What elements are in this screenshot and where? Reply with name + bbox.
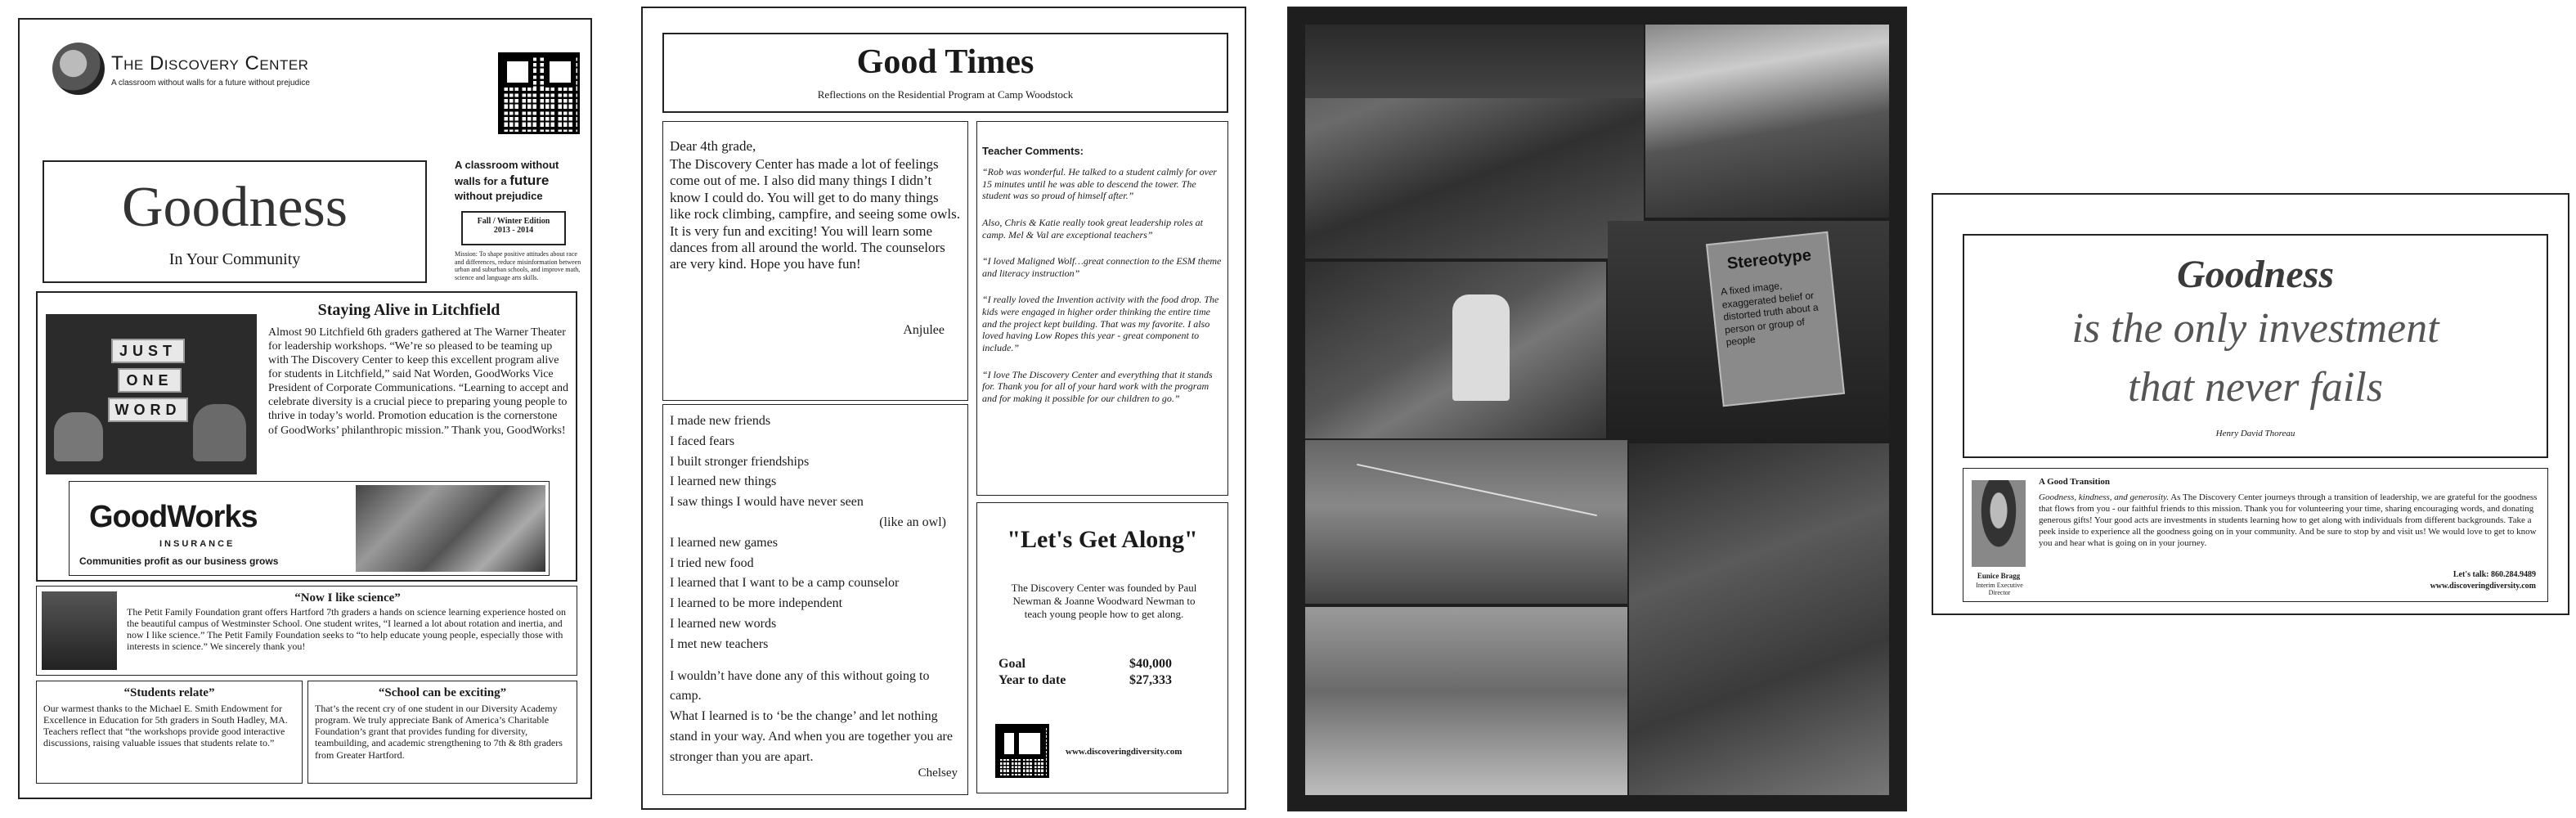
- goodworks-ad: [69, 481, 550, 576]
- teacher-comment: “I really loved the Invention activity with the food drop. The kids were engaged in higher order thinking the entire time and the project kept building. That was my favorite. I also loved having Low Ropes this year - great component to include.”: [982, 294, 1219, 353]
- quote-attribution: Henry David Thoreau: [2215, 429, 2296, 438]
- article-exciting-body: That’s the recent cry of one student in our Diversity Academy program. We truly appreciate Bank of America’s Charitable Foundation’s grant that provides funding for diversity, teambuilding, and academic strengthening to 7th & 8th graders from Greater Hartford.: [315, 703, 563, 761]
- ytd-label: Year to date: [999, 673, 1066, 687]
- word-tile-one: ONE: [118, 368, 182, 393]
- tagline-line1: A classroom without: [455, 159, 559, 171]
- list-item: I learned to be more independent: [670, 596, 843, 611]
- letter-body: The Discovery Center has made a lot of feelings come out of me. I also did many things I didn’t know I could do. You will get to do many things like rock climbing, campfire, and seeing some owls. It is very fun and exciting! You will learn some dances from all around the world. The counselors are very kind. Hope you have fun!: [670, 156, 961, 272]
- article-exciting: [307, 681, 577, 784]
- teacher-comment: “Rob was wonderful. He talked to a student calmly for over 15 minutes until he was able to descend the tower. The student was so proud of himself after.”: [982, 166, 1217, 202]
- stereotype-sign-photo: [1608, 221, 1889, 442]
- qr-code-small: [995, 724, 1049, 778]
- tagline-line2: walls for a: [455, 175, 507, 188]
- list-item: I met new teachers: [670, 636, 769, 651]
- goal-value: $40,000: [1129, 657, 1172, 671]
- page-3-photo-collage: [1287, 7, 1907, 811]
- list-closing: I wouldn’t have done any of this without going to camp.: [670, 668, 930, 703]
- ytd-value: $27,333: [1129, 673, 1172, 687]
- article-relate-body: Our warmest thanks to the Michael E. Smith Endowment for Excellence in Education for 5th graders in South Hadley, MA. Teachers reflect that “the workshops provide good interactive discussions, raising valuable issues that students relate to.”: [43, 703, 288, 749]
- science-photo: [42, 591, 117, 670]
- list-item: I built stronger friendships: [670, 454, 810, 469]
- group-photo-cheering: [1305, 25, 1644, 258]
- article-science: [36, 586, 577, 676]
- teacher-comments-heading: Teacher Comments:: [982, 145, 1084, 157]
- just-one-word-photo: [46, 314, 257, 474]
- goodworks-photo: [356, 485, 545, 572]
- masthead: [43, 160, 427, 283]
- goodworks-logo: [89, 500, 258, 535]
- good-times-header: [662, 33, 1228, 113]
- list-item: I learned new things: [670, 474, 777, 489]
- list-item: I learned new games: [670, 535, 778, 550]
- article-science-title: “Now I like science”: [294, 591, 401, 605]
- teacher-comments-box: [976, 121, 1228, 496]
- contact-web: www.discoveringdiversity.com: [2430, 582, 2536, 591]
- stereotype-sign-body: A fixed image, exaggerated belief or distorted truth about a person or group of people: [1720, 279, 1820, 348]
- word-tile-just: JUST: [111, 339, 185, 363]
- list-signature: Chelsey: [918, 766, 958, 780]
- goodworks-tagline: Communities profit as our business grows: [79, 555, 279, 567]
- list-aside: (like an owl): [879, 515, 946, 529]
- person-title: Interim Executive Director: [1976, 582, 2023, 596]
- hand-shape: [54, 412, 103, 461]
- students-arms-up-photo: [1305, 262, 1606, 438]
- article-litchfield-title: Staying Alive in Litchfield: [317, 301, 500, 319]
- tagline-emphasis: future: [509, 173, 550, 189]
- logo-emblem: [52, 43, 105, 95]
- teacher-comments-list: [982, 166, 1224, 419]
- letter-box: [662, 121, 968, 401]
- teacher-comment: “I loved Maligned Wolf…great connection to the ESM theme and literacy instruction”: [982, 255, 1222, 279]
- article-exciting-title: “School can be exciting”: [378, 686, 507, 699]
- tagline-line3: without prejudice: [455, 189, 543, 202]
- indoor-dance-photo: [1629, 443, 1889, 795]
- page-2-good-times: [641, 7, 1246, 810]
- letter-greeting: Dear 4th grade,: [670, 138, 756, 154]
- transition-body: As The Discovery Center journeys through a transition of leadership, we are grateful for the goodness that flows from you - our faithful friends to this mission. Thank you for volunteering your time, sharing encouraging words, and donating generous gifts! Your good acts are investments in students learning how to get along with individuals from different backgrounds. Take a peek inside to experience all the goodness going on in your community. And be sure to stop by and visit us! We would love to get to know you and hear what is going on in your journey.: [2039, 492, 2538, 549]
- eunice-bragg-photo: [1972, 480, 2026, 567]
- logo-title: The Discovery Center: [111, 52, 309, 74]
- contact-talk: Let's talk: 860.284.9489: [2453, 570, 2536, 579]
- student-white-shirt: [1452, 294, 1510, 401]
- transition-box: [1963, 468, 2548, 602]
- transition-text: [2039, 492, 2539, 549]
- person-name: Eunice Bragg: [1977, 572, 2021, 580]
- edition-line1: Fall / Winter Edition: [477, 217, 550, 226]
- rope-line: [1357, 464, 1597, 516]
- student-list-box: [662, 404, 968, 795]
- article-litchfield-body: Almost 90 Litchfield 6th graders gathered at The Warner Theater for leadership workshops. “We’re so pleased to be teaming up with The Discovery Center to keep this excellent program alive for students in Litchfield,” said Nat Worden, GoodWorks Vice President of Corporate Communications. “Learning to accept and celebrate diversity is a crucial piece to preparing young people to thrive in today’s world. Promotion education is the cornerstone of GoodWorks’ philanthropic mission.” Thank you, GoodWorks!: [268, 326, 569, 437]
- qr-code: [498, 52, 580, 134]
- logo-subtitle: A classroom without walls for a future without prejudice: [111, 79, 310, 88]
- page-1-front: [18, 18, 592, 799]
- edition-line2: 2013 - 2014: [493, 226, 534, 235]
- word-tile-word: WORD: [108, 398, 188, 422]
- stereotype-sign-title: Stereotype: [1726, 246, 1812, 273]
- teacher-comment: Also, Chris & Katie really took great leadership roles at camp. Mel & Val are exceptional teachers”: [982, 216, 1203, 240]
- edition-box: [461, 211, 566, 245]
- page-4-back-cover: [1932, 193, 2569, 615]
- outdoor-group-photo: [1305, 607, 1627, 795]
- masthead-title: Goodness: [121, 176, 348, 239]
- hand-shape: [193, 404, 246, 461]
- stereotype-sign: [1706, 231, 1845, 407]
- letter-signature: Anjulee: [903, 323, 945, 337]
- tree-shape: [1305, 25, 1644, 98]
- list-item: I faced fears: [670, 434, 735, 448]
- goal-label: Goal: [999, 657, 1025, 671]
- teacher-comment: “I love The Discovery Center and everything that it stands for. Thank you for all of your hard work with the program and for making it possible for our children to go.”: [982, 368, 1213, 404]
- transition-title: A Good Transition: [2039, 477, 2111, 487]
- transition-lead: Goodness, kindness, and generosity.: [2039, 492, 2170, 502]
- list-item: I tried new food: [670, 555, 754, 570]
- list-item: I learned that I want to be a camp counselor: [670, 576, 900, 591]
- article-relate-title: “Students relate”: [123, 686, 215, 699]
- article-litchfield: [36, 291, 577, 582]
- list-item: I learned new words: [670, 616, 777, 631]
- list-closing-2: What I learned is to ‘be the change’ and let nothing stand in your way. And when you are together you are stronger than you are apart.: [670, 709, 953, 764]
- article-science-body: The Petit Family Foundation grant offers Hartford 7th graders a hands on science learning experience hosted on the beautiful campus of Westminster School. One student writes, “I learned a lot about rotation and inertia, and now I like science.” The Petit Family Foundation seeks to “to help educate young people, especially those with interests in science.” We sincerely thank you!: [127, 606, 566, 653]
- dance-room-photo: [1645, 25, 1889, 218]
- masthead-subtitle: In Your Community: [168, 250, 301, 268]
- lets-get-along-body: The Discovery Center was founded by Paul Newman & Joanne Woodward Newman to teach young people how to get along.: [1011, 582, 1197, 620]
- lets-get-along-title: "Let's Get Along": [1007, 526, 1198, 553]
- list-item: I made new friends: [670, 414, 771, 428]
- list-item: I saw things I would have never seen: [670, 495, 864, 510]
- quote-line2: is the only investment: [2071, 305, 2439, 352]
- student-list: [670, 411, 963, 768]
- good-times-title: Good Times: [856, 43, 1034, 81]
- quote-box: [1963, 234, 2548, 458]
- article-relate: [36, 681, 303, 784]
- goodworks-sub: INSURANCE: [159, 539, 236, 549]
- quote-line1: Goodness: [2176, 253, 2335, 296]
- quote-line3: that never fails: [2128, 364, 2383, 411]
- good-times-subtitle: Reflections on the Residential Program at Camp Woodstock: [817, 88, 1074, 101]
- ropes-activity-photo: [1305, 440, 1627, 604]
- tagline: [455, 159, 586, 203]
- lets-get-along-box: [976, 502, 1228, 793]
- mission-text: Mission: To shape positive attitudes about race and differences, reduce misinformation between urban and suburban schools, and improve math, science and language arts skills.: [455, 250, 581, 281]
- goodworks-name: GoodWorks: [89, 500, 258, 534]
- website-url: www.discoveringdiversity.com: [1066, 747, 1183, 757]
